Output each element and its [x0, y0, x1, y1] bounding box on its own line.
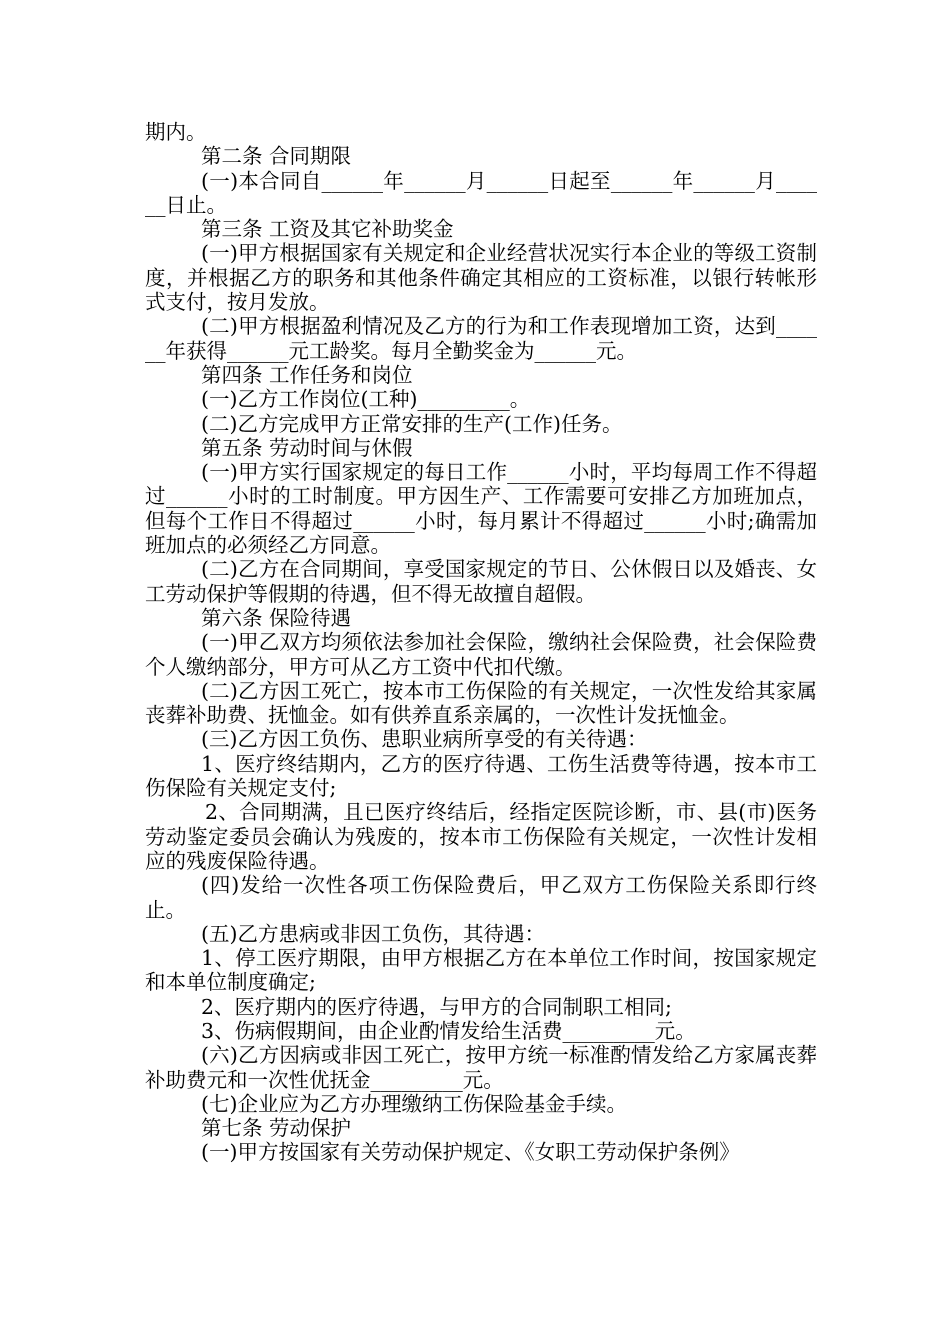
document-page: [145, 120, 817, 1165]
paragraph: (二)乙方因工死亡，按本市工伤保险的有关规定，一次性发给其家属丧葬补助费、抚恤金。如有供养直系亲属的，一次性计发抚恤金。: [145, 678, 817, 728]
article-4-heading: 第四条 工作任务和岗位: [201, 362, 413, 387]
article-3-heading: 第三条 工资及其它补助奖金: [201, 217, 454, 242]
paragraph-intro: 期内。: [145, 120, 207, 144]
paragraph: 2、医疗期内的医疗待遇，与甲方的合同制职工相同;: [201, 994, 672, 1019]
paragraph: (四)发给一次性各项工伤保险费后，甲乙双方工伤保险关系即行终止。: [145, 873, 817, 922]
paragraph: (一)甲方实行国家规定的每日工作______小时，平均每周工作不得超过______小时的工时制度。甲方因生产、工作需要可安排乙方加班加点，但每个工作日不得超过______小时，每月累计不得超过______小时;确需加班加点的必须经乙方同意。: [145, 460, 817, 558]
paragraph: (三)乙方因工负伤、患职业病所享受的有关待遇：: [201, 727, 648, 752]
paragraph: 1、医疗终结期内，乙方的医疗待遇、工伤生活费等待遇，按本市工伤保险有关规定支付;: [145, 751, 817, 801]
paragraph: (六)乙方因病或非因工死亡，按甲方统一标准酌情发给乙方家属丧葬补助费元和一次性优抚金_________元。: [145, 1043, 817, 1092]
paragraph: (七)企业应为乙方办理缴纳工伤保险基金手续。: [201, 1091, 627, 1116]
paragraph: (一)本合同自______年______月______日起至______年______月______日止。: [145, 168, 817, 217]
article-7-heading: 第七条 劳动保护: [201, 1116, 352, 1141]
paragraph: (一)乙方工作岗位(工种)_________。: [201, 387, 531, 412]
paragraph: (一)甲方按国家有关劳动保护规定、《女职工劳动保护条例》: [201, 1140, 740, 1165]
paragraph: 3、伤病假期间，由企业酌情发给生活费_________元。: [201, 1018, 696, 1043]
paragraph: (一)甲乙双方均须依法参加社会保险，缴纳社会保险费，社会保险费个人缴纳部分，甲方可从乙方工资中代扣代缴。: [145, 630, 817, 679]
paragraph: 1、停工医疗期限，由甲方根据乙方在本单位工作时间，按国家规定和本单位制度确定;: [145, 946, 817, 995]
paragraph: 2、合同期满，且已医疗终结后，经指定医院诊断，市、县(市)医务劳动鉴定委员会确认为残废的，按本市工伤保险有关规定，一次性计发相应的残废保险待遇。: [145, 800, 817, 873]
paragraph: (二)乙方在合同期间，享受国家规定的节日、公休假日以及婚丧、女工劳动保护等假期的待遇，但不得无故擅自超假。: [145, 557, 817, 606]
paragraph: (五)乙方患病或非因工负伤，其待遇：: [201, 921, 545, 946]
article-6-heading: 第六条 保险待遇: [201, 605, 352, 630]
paragraph: (二)乙方完成甲方正常安排的生产(工作)任务。: [201, 411, 623, 436]
paragraph: (一)甲方根据国家有关规定和企业经营状况实行本企业的等级工资制度，并根据乙方的职务和其他条件确定其相应的工资标准，以银行转帐形式支付，按月发放。: [145, 241, 817, 315]
article-2-heading: 第二条 合同期限: [201, 144, 352, 169]
paragraph: (二)甲方根据盈利情况及乙方的行为和工作表现增加工资，达到______年获得______元工龄奖。每月全勤奖金为______元。: [145, 314, 817, 363]
article-5-heading: 第五条 劳动时间与休假: [201, 435, 413, 460]
